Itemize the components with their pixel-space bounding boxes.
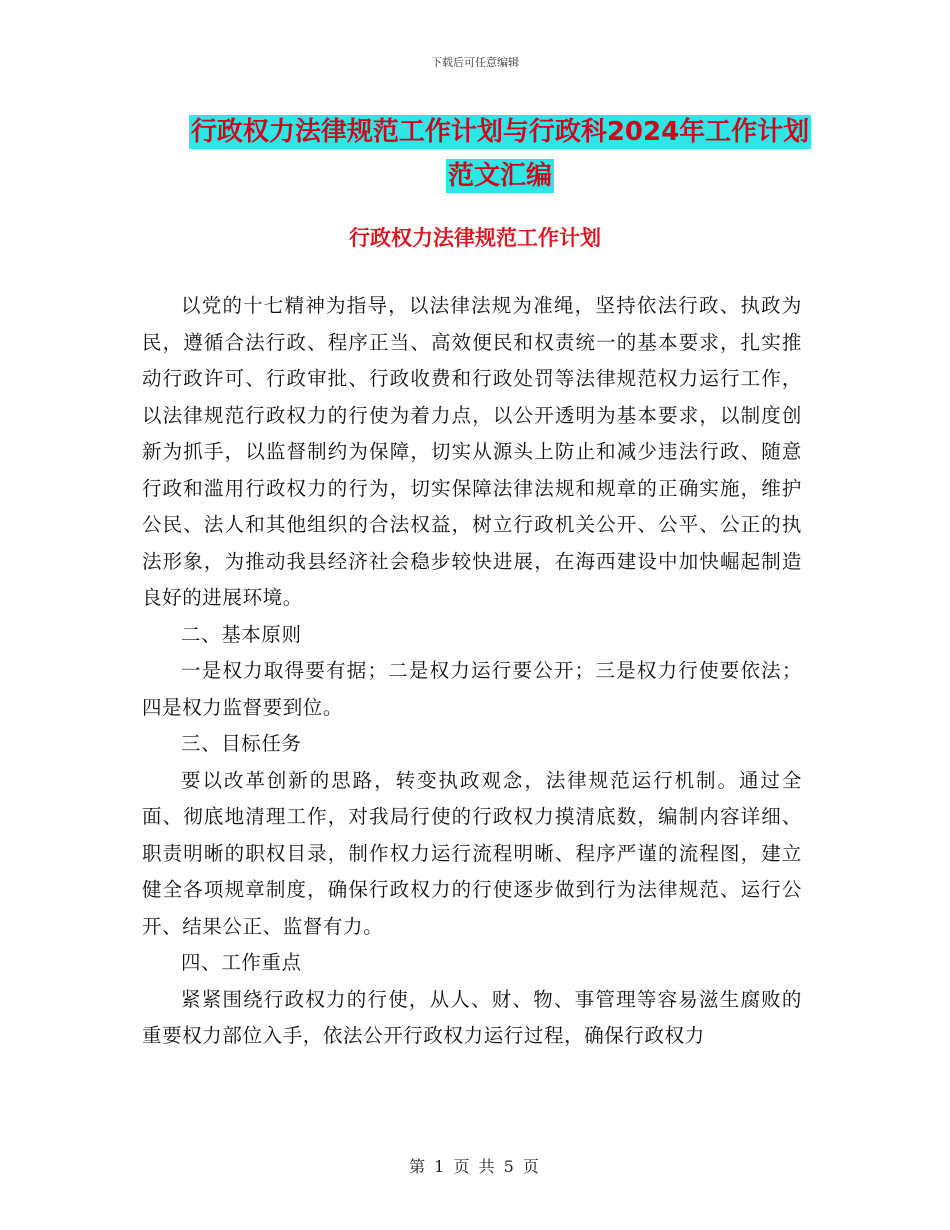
paragraph-guiding-principle: 以党的十七精神为指导，以法律法规为准绳，坚持依法行政、执政为民，遵循合法行政、程序正当、高效便民和权责统一的基本要求，扎实推动行政许可、行政审批、行政收费和行政处罚等法律规范权力运行工作，以法律规范行政权力的行使为着力点，以公开透明为基本要求，以制度创新为抓手，以监督制约为保障，切实从源头上防止和减少违法行政、随意行政和滥用行政权力的行为，切实保障法律法规和规章的正确实施，维护公民、法人和其他组织的合法权益，树立行政机关公开、公平、公正的执法形象，为推动我县经济社会稳步较快进展，在海西建设中加快崛起制造良好的进展环境。: [142, 294, 802, 609]
heading-goals-tasks: 三、目标任务: [181, 732, 302, 755]
document-title-line-1: 行政权力法律规范工作计划与行政科2024年工作计划: [190, 117, 810, 147]
section-title: 行政权力法律规范工作计划: [349, 226, 601, 250]
document-title-line-2: 范文汇编: [447, 161, 552, 191]
paragraph-work-focus: 紧紧围绕行政权力的行使，从人、财、物、事管理等容易滋生腐败的重要权力部位入手，依法公开行政权力运行过程，确保行政权力: [142, 987, 802, 1047]
page-number: 第 1 页 共 5 页: [409, 1157, 541, 1176]
document-body: [142, 288, 802, 1055]
header-note: 下载后可任意编辑: [431, 56, 519, 69]
document-title: [150, 110, 850, 198]
heading-work-focus: 四、工作重点: [181, 951, 302, 974]
paragraph-goals-tasks: 要以改革创新的思路，转变执政观念，法律规范运行机制。通过全面、彻底地清理工作，对我局行使的行政权力摸清底数，编制内容详细、职责明晰的职权目录，制作权力运行流程明晰、程序严谨的流程图，建立健全各项规章制度，确保行政权力的行使逐步做到行为法律规范、运行公开、结果公正、监督有力。: [142, 768, 802, 938]
heading-basic-principles: 二、基本原则: [181, 622, 302, 646]
paragraph-basic-principles: 一是权力取得要有据；二是权力运行要公开；三是权力行使要依法；四是权力监督要到位。: [142, 659, 802, 719]
